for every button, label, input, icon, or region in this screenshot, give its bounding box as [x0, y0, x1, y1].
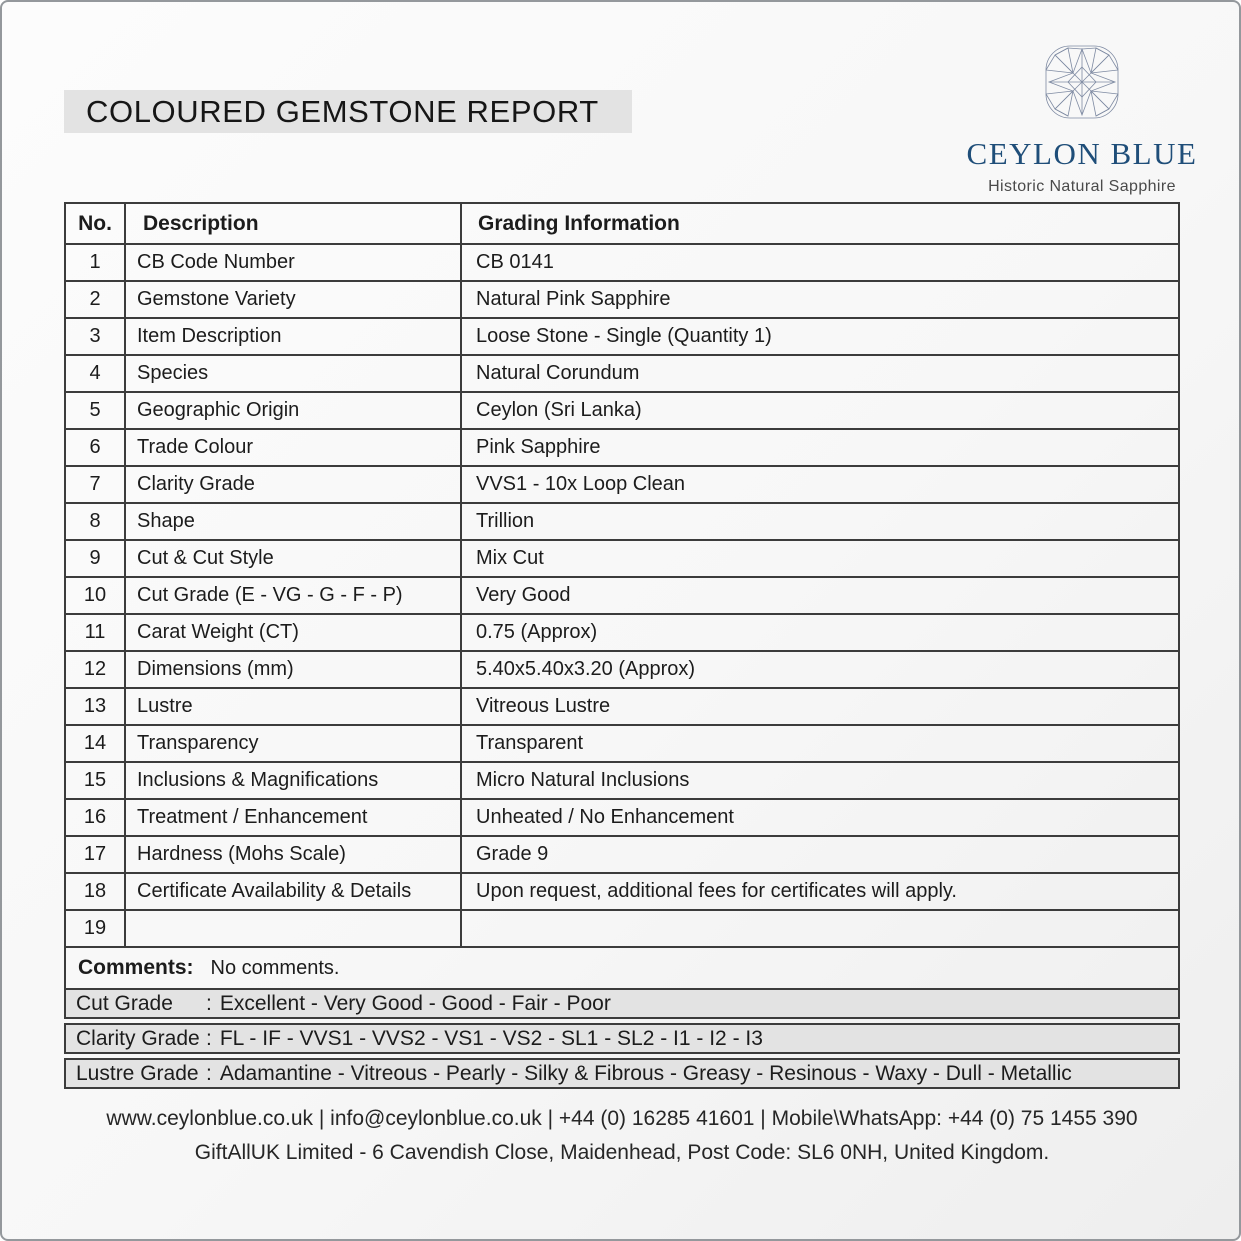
row-number: 5	[65, 392, 125, 429]
row-grading: Upon request, additional fees for certificates will apply.	[461, 873, 1179, 910]
row-number: 18	[65, 873, 125, 910]
grade-scale-values: FL - IF - VVS1 - VVS2 - VS1 - VS2 - SL1 - SL2 - I1 - I2 - I3	[219, 1026, 763, 1050]
grade-scale-label: Cut Grade	[76, 991, 173, 1015]
table-row	[65, 762, 1179, 799]
row-grading: Pink Sapphire	[461, 429, 1179, 466]
row-description: Gemstone Variety	[125, 281, 461, 318]
row-description: Dimensions (mm)	[125, 651, 461, 688]
row-grading: Ceylon (Sri Lanka)	[461, 392, 1179, 429]
report-content	[64, 202, 1180, 1170]
table-row	[65, 688, 1179, 725]
table-row	[65, 651, 1179, 688]
row-description: Inclusions & Magnifications	[125, 762, 461, 799]
row-grading: 0.75 (Approx)	[461, 614, 1179, 651]
row-number: 19	[65, 910, 125, 947]
gem-wireframe-icon	[1032, 40, 1132, 134]
brand-logo	[960, 40, 1204, 196]
row-number: 1	[65, 244, 125, 281]
table-row	[65, 799, 1179, 836]
row-grading: Vitreous Lustre	[461, 688, 1179, 725]
grade-scale-separator: :	[206, 991, 212, 1015]
row-description: Cut & Cut Style	[125, 540, 461, 577]
row-grading: 5.40x5.40x3.20 (Approx)	[461, 651, 1179, 688]
row-number: 7	[65, 466, 125, 503]
row-description: Cut Grade (E - VG - G - F - P)	[125, 577, 461, 614]
row-description: Species	[125, 355, 461, 392]
row-description: CB Code Number	[125, 244, 461, 281]
row-description: Shape	[125, 503, 461, 540]
row-number: 13	[65, 688, 125, 725]
grading-table-body	[65, 244, 1179, 947]
table-row	[65, 244, 1179, 281]
row-grading: Unheated / No Enhancement	[461, 799, 1179, 836]
grade-scale-row	[64, 1023, 1180, 1054]
row-grading: Grade 9	[461, 836, 1179, 873]
row-number: 6	[65, 429, 125, 466]
row-number: 15	[65, 762, 125, 799]
row-description: Geographic Origin	[125, 392, 461, 429]
grade-scale-label: Lustre Grade	[76, 1061, 199, 1085]
row-grading: Micro Natural Inclusions	[461, 762, 1179, 799]
table-row	[65, 429, 1179, 466]
grade-scale-label: Clarity Grade	[76, 1026, 200, 1050]
row-grading: Trillion	[461, 503, 1179, 540]
row-number: 2	[65, 281, 125, 318]
table-row	[65, 873, 1179, 910]
brand-name: CEYLON BLUE	[966, 136, 1198, 171]
row-description: Clarity Grade	[125, 466, 461, 503]
row-number: 11	[65, 614, 125, 651]
row-grading: Natural Pink Sapphire	[461, 281, 1179, 318]
row-description: Certificate Availability & Details	[125, 873, 461, 910]
row-description: Carat Weight (CT)	[125, 614, 461, 651]
row-number: 17	[65, 836, 125, 873]
row-number: 4	[65, 355, 125, 392]
column-header-description: Description	[125, 203, 461, 244]
grade-scale-row	[64, 988, 1180, 1019]
row-description	[125, 910, 461, 947]
table-row	[65, 281, 1179, 318]
page-title: COLOURED GEMSTONE REPORT	[64, 90, 632, 133]
row-number: 14	[65, 725, 125, 762]
comments-text: No comments.	[210, 956, 340, 979]
row-grading: Loose Stone - Single (Quantity 1)	[461, 318, 1179, 355]
table-row	[65, 540, 1179, 577]
row-grading: VVS1 - 10x Loop Clean	[461, 466, 1179, 503]
table-row	[65, 614, 1179, 651]
row-number: 9	[65, 540, 125, 577]
table-row	[65, 355, 1179, 392]
row-description: Lustre	[125, 688, 461, 725]
brand-tagline: Historic Natural Sapphire	[988, 178, 1176, 195]
row-description: Hardness (Mohs Scale)	[125, 836, 461, 873]
table-row	[65, 466, 1179, 503]
table-row	[65, 836, 1179, 873]
row-number: 16	[65, 799, 125, 836]
column-header-grading: Grading Information	[461, 203, 1179, 244]
table-row	[65, 318, 1179, 355]
row-description: Trade Colour	[125, 429, 461, 466]
table-row	[65, 392, 1179, 429]
grade-scale-separator: :	[206, 1061, 212, 1085]
footer-address-line: GiftAllUK Limited - 6 Cavendish Close, Maidenhead, Post Code: SL6 0NH, United Kingdom.	[194, 1141, 1050, 1164]
row-grading: CB 0141	[461, 244, 1179, 281]
grading-table	[64, 202, 1180, 948]
row-number: 10	[65, 577, 125, 614]
grade-scale-values: Adamantine - Vitreous - Pearly - Silky & Fibrous - Greasy - Resinous - Waxy - Dull - Metallic	[219, 1061, 1072, 1085]
row-number: 12	[65, 651, 125, 688]
row-grading: Mix Cut	[461, 540, 1179, 577]
table-row	[65, 725, 1179, 762]
table-row	[65, 910, 1179, 947]
grade-scales	[64, 988, 1180, 1089]
table-header-row	[65, 203, 1179, 244]
column-header-no: No.	[65, 203, 125, 244]
row-grading: Transparent	[461, 725, 1179, 762]
row-number: 8	[65, 503, 125, 540]
row-description: Item Description	[125, 318, 461, 355]
grade-scale-separator: :	[206, 1026, 212, 1050]
footer-contact-line: www.ceylonblue.co.uk | info@ceylonblue.co.uk | +44 (0) 16285 41601 | Mobile\WhatsApp: +44 (0) 75 1455 390	[106, 1107, 1138, 1130]
row-grading	[461, 910, 1179, 947]
row-grading: Very Good	[461, 577, 1179, 614]
table-row	[65, 577, 1179, 614]
grade-scale-values: Excellent - Very Good - Good - Fair - Poor	[219, 991, 611, 1015]
comments-row	[64, 946, 1180, 990]
row-grading: Natural Corundum	[461, 355, 1179, 392]
table-row	[65, 503, 1179, 540]
row-description: Transparency	[125, 725, 461, 762]
row-number: 3	[65, 318, 125, 355]
row-description: Treatment / Enhancement	[125, 799, 461, 836]
grade-scale-row	[64, 1058, 1180, 1089]
comments-label: Comments:	[78, 956, 194, 979]
footer	[64, 1102, 1180, 1170]
